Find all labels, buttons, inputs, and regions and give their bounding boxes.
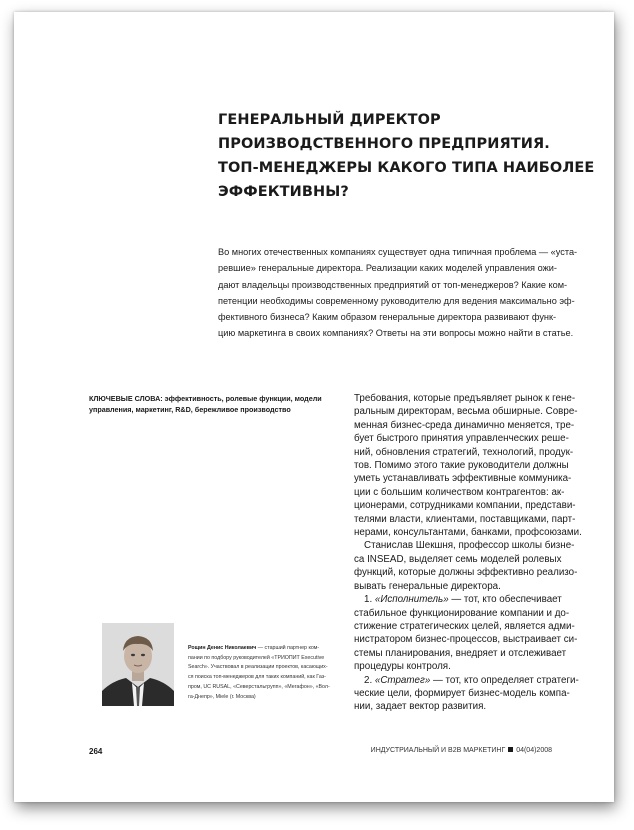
body-line: ческие цели, формирует бизнес-модель компа- [354,687,570,699]
author-portrait-icon [102,623,174,706]
lead-line: фективного бизнеса? Каким образом генеральные директора развивают функ- [218,312,557,323]
lead-line: дают владельцы производственных предприятий от топ-менеджеров? Какие ком- [218,279,568,290]
body-line: 2. «Стратег» — тот, кто определяет стратеги- [364,674,579,686]
body-line: менная бизнес-среда динамично меняется, тре- [354,419,575,431]
lead-line: петенции необходимы современному руководителю для ведения максимально эф- [218,295,575,306]
title-line: ПРОИЗВОДСТВЕННОГО ПРЕДПРИЯТИЯ. [218,136,550,152]
square-bullet-icon [508,747,513,752]
body-line: нерами, консультантами, банками, профсоюзами. [354,527,582,539]
title-line: ЭФФЕКТИВНЫ? [218,184,349,200]
bio-line: га-Днепр», Miele (г. Москва) [188,693,256,700]
lead-line: ревшие» генеральные директора. Реализации каких моделей управления ожи- [218,263,557,274]
body-line: уметь устанавливать эффективные коммуника- [354,473,572,485]
body-line: бует быстрого принятия управленческих реше- [354,433,569,445]
journal-issue: 04(04)2008 [516,747,552,754]
body-line: ний, обновления стратегий, технологий, продук- [354,446,574,458]
role-name: «Стратег» [374,674,431,686]
lead-line: цию маркетинга в своих компаниях? Ответы на эти вопросы можно найти в статье. [218,328,574,339]
body-line: телями власти, клиентами, поставщиками, парт- [354,513,576,525]
page-number: 264 [89,747,103,756]
body-line: ционерами, сотрудниками компании, представи- [354,500,576,512]
keywords-line: управления, маркетинг, R&D, бережливое производство [89,405,291,414]
body-line: Требования, которые предъявляет рынок к гене- [354,393,576,404]
bio-line: пании по подбору руководителей «ТРИОПИТ Executive [188,654,325,661]
bio-line [188,644,348,654]
journal-name: ИНДУСТРИАЛЬНЫЙ И B2B МАРКЕТИНГ [370,747,506,754]
body-line: 1. «Исполнитель» — тот, кто обеспечивает [364,594,562,606]
lead-line: Во многих отечественных компаниях существует одна типичная проблема — «уста- [218,247,578,257]
bio-line: Search». Участвовал в реализации проектов, касающих- [188,664,328,671]
role-name: «Исполнитель» [374,594,449,606]
body-line: стемы планирования, внедряет и отслеживает [354,647,567,659]
bio-text: — старший партнер ком- [256,645,320,651]
author-photo [102,623,174,706]
bio-line: пром, UC RUSAL, «Северстальгрупп», «Мегафон», «Вол- [188,683,330,690]
journal-footer [371,747,552,754]
body-line: ральным директорам, весьма обширные. Совре- [354,406,578,418]
body-line: стабильное функционирование компании и до- [354,607,570,619]
body-line: процедуры контроля. [354,661,451,673]
bio-line: ся поиска топ-менеджеров для таких компаний, как Газ- [188,674,326,681]
article-lead [218,244,590,342]
body-line: ции с большим количеством контрагентов: ак- [354,486,565,498]
body-line: нистратором бизнес-процессов, выстраивает си- [354,634,578,646]
author-bio [188,644,348,702]
body-line: функций, которые должны эффективно реализо- [354,567,578,579]
author-name: Рощин Денис Николаевич [188,645,257,651]
body-line: вывать генеральные директора. [354,580,501,592]
keywords-line: КЛЮЧЕВЫЕ СЛОВА: эффективность, ролевые функции, модели [89,394,322,403]
keywords [89,393,359,415]
title-line: ГЕНЕРАЛЬНЫЙ ДИРЕКТОР [218,112,441,128]
body-line: нии, задает вектор развития. [354,701,487,713]
body-line: стижение стратегических целей, является адми- [354,620,575,632]
article-title [218,108,595,204]
article-body [354,392,594,714]
body-line: са INSEAD, выделяет семь моделей ролевых [354,553,562,565]
title-line: ТОП-МЕНЕДЖЕРЫ КАКОГО ТИПА НАИБОЛЕЕ [218,160,595,176]
magazine-page [14,12,614,802]
body-line: тов. Помимо этого такие руководители должны [354,460,569,472]
body-line: Станислав Шекшня, профессор школы бизне- [364,540,575,552]
